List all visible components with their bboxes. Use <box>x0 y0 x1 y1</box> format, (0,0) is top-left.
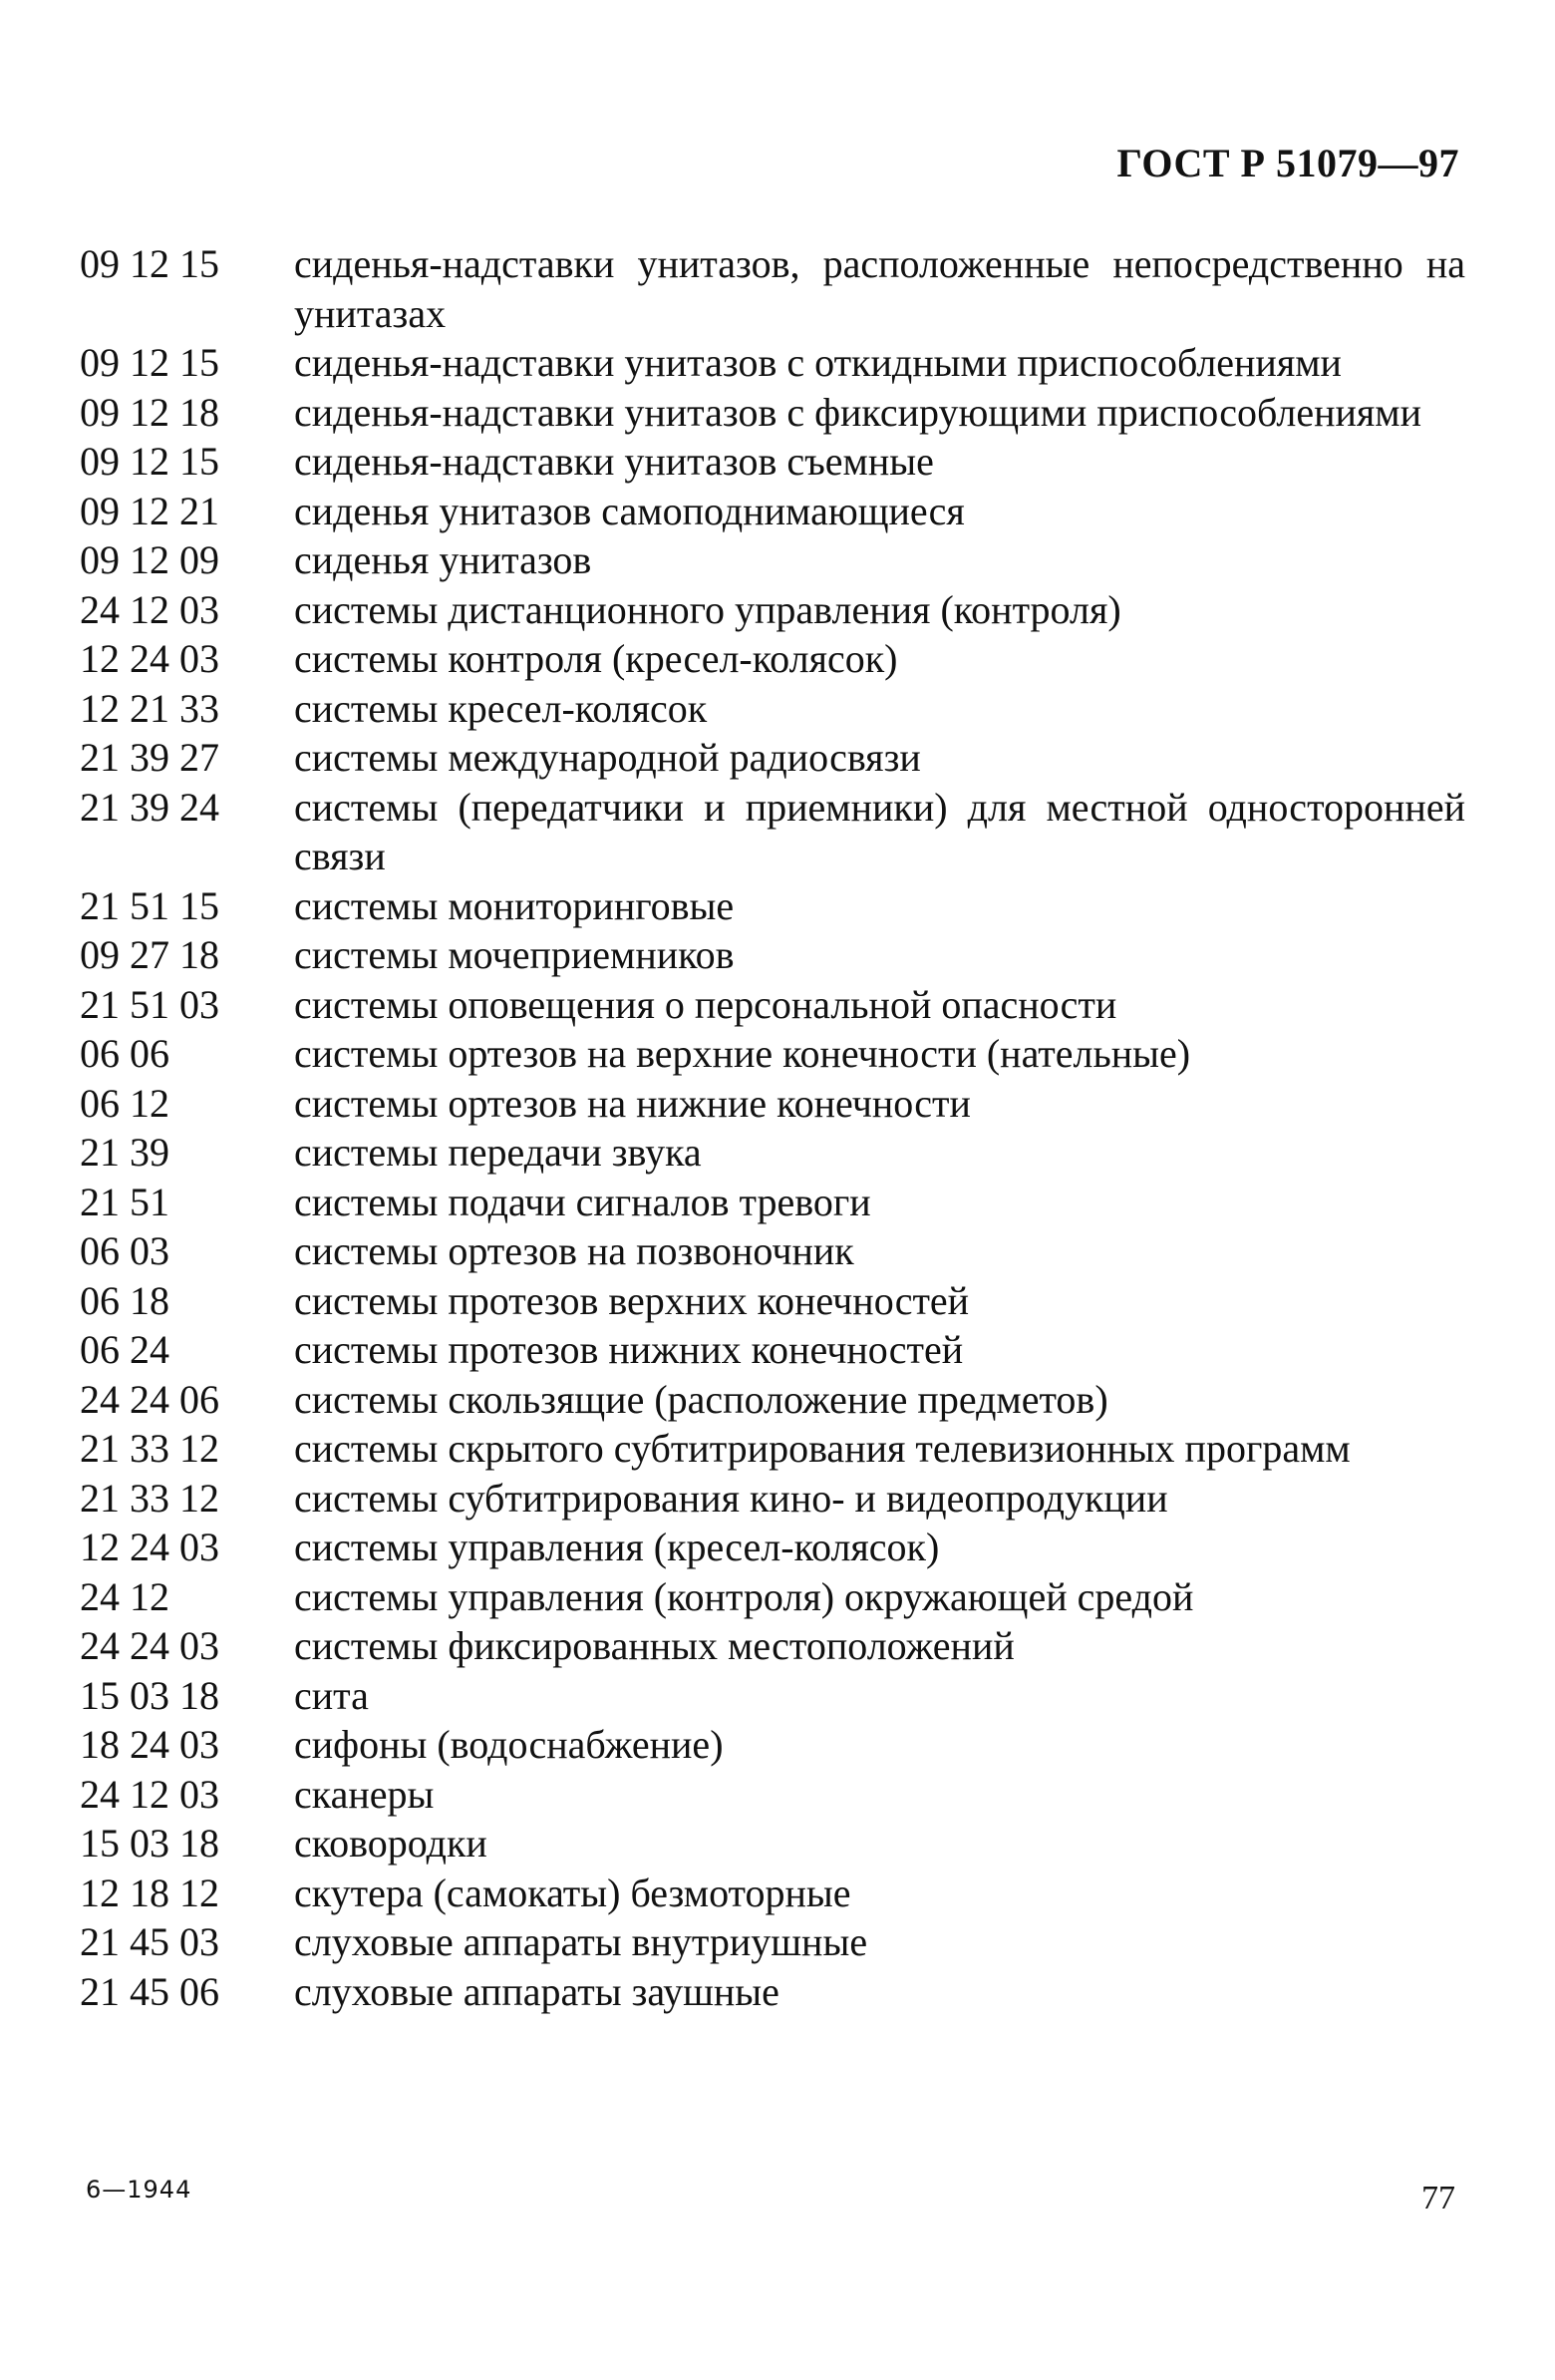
index-entry <box>80 1424 1465 1474</box>
entry-code: 09 12 09 <box>80 537 219 582</box>
entry-description: слуховые аппараты внутриушные <box>294 1919 868 1964</box>
entry-description: сиденья унитазов самоподнимающиеся <box>294 488 965 533</box>
entry-code: 24 12 03 <box>80 1771 219 1817</box>
entry-description: сиденья-надставки унитазов, расположенные непосредственно на унитазах <box>294 241 1465 336</box>
entry-code: 06 24 <box>80 1327 169 1372</box>
index-entry <box>80 1869 1465 1918</box>
entry-description: системы кресел-колясок <box>294 685 708 731</box>
entry-description: системы ортезов на нижние конечности <box>294 1080 971 1126</box>
entry-description: системы (передатчики и приемники) для местной односторонней связи <box>294 784 1465 878</box>
entry-code: 09 12 15 <box>80 439 219 484</box>
entry-code: 09 12 15 <box>80 241 219 286</box>
entry-code: 21 39 27 <box>80 735 219 780</box>
index-entry <box>80 930 1465 980</box>
entry-code: 09 12 15 <box>80 340 219 385</box>
index-entry <box>80 585 1465 635</box>
index-entry <box>80 1967 1465 2017</box>
entry-description: сковородки <box>294 1821 487 1866</box>
entry-code: 18 24 03 <box>80 1722 219 1767</box>
index-entry <box>80 733 1465 783</box>
entry-description: системы протезов верхних конечностей <box>294 1277 970 1323</box>
index-entry <box>80 1128 1465 1178</box>
entry-description: системы субтитрирования кино- и видеопродукции <box>294 1475 1168 1521</box>
print-mark: 6—1944 <box>86 2176 192 2204</box>
entry-description: системы мочеприемников <box>294 932 735 977</box>
entry-code: 24 12 03 <box>80 586 219 632</box>
entry-description: системы дистанционного управления (контроля) <box>294 586 1121 632</box>
index-entry <box>80 437 1465 487</box>
entry-description: системы подачи сигналов тревоги <box>294 1179 871 1224</box>
entry-description: сиденья-надставки унитазов с откидными приспособлениями <box>294 340 1342 385</box>
entry-code: 24 24 06 <box>80 1376 219 1422</box>
entry-code: 21 39 24 <box>80 784 219 830</box>
entry-code: 06 18 <box>80 1277 169 1323</box>
entry-code: 21 45 03 <box>80 1919 219 1964</box>
entry-description: системы передачи звука <box>294 1130 702 1175</box>
entry-code: 12 21 33 <box>80 685 219 731</box>
entry-description: системы международной радиосвязи <box>294 735 921 780</box>
index-entry <box>80 1079 1465 1129</box>
page-number: 77 <box>1421 2180 1455 2216</box>
entry-code: 12 24 03 <box>80 1525 219 1569</box>
entry-code: 09 12 18 <box>80 389 219 435</box>
index-entry <box>80 1770 1465 1820</box>
entry-code: 21 51 <box>80 1179 169 1224</box>
entry-description: системы протезов нижних конечностей <box>294 1327 964 1372</box>
index-entry <box>80 338 1465 388</box>
entry-code: 21 39 <box>80 1130 169 1175</box>
index-entry <box>80 1474 1465 1524</box>
index-entry <box>80 1819 1465 1869</box>
entry-code: 06 06 <box>80 1031 169 1076</box>
entry-description: сифоны (водоснабжение) <box>294 1722 724 1767</box>
index-entry <box>80 783 1465 881</box>
entry-description: системы оповещения о персональной опасности <box>294 981 1117 1027</box>
entry-description: слуховые аппараты заушные <box>294 1968 779 2014</box>
entry-code: 21 45 06 <box>80 1968 219 2014</box>
entry-code: 09 12 21 <box>80 488 219 533</box>
index-entry <box>80 535 1465 585</box>
page-header-standard: ГОСТ Р 51079—97 <box>1116 141 1459 185</box>
entry-code: 06 03 <box>80 1228 169 1273</box>
entry-description: сиденья-надставки унитазов съемные <box>294 439 934 484</box>
entry-description: сиденья унитазов <box>294 537 592 582</box>
index-entry <box>80 1325 1465 1375</box>
index-entry <box>80 1375 1465 1425</box>
entry-code: 21 51 03 <box>80 981 219 1027</box>
entry-description: сита <box>294 1672 369 1718</box>
entry-code: 15 03 18 <box>80 1821 219 1866</box>
entry-description: скутера (самокаты) безмоторные <box>294 1870 851 1915</box>
entry-code: 21 33 12 <box>80 1426 219 1471</box>
index-entry <box>80 881 1465 931</box>
entry-code: 21 51 15 <box>80 882 219 928</box>
entry-code: 09 27 18 <box>80 932 219 977</box>
index-entry <box>80 1671 1465 1721</box>
index-entry <box>80 1621 1465 1671</box>
index-entry <box>80 980 1465 1030</box>
index-entry <box>80 1572 1465 1622</box>
entry-description: системы скользящие (расположение предметов) <box>294 1376 1108 1422</box>
entry-code: 15 03 18 <box>80 1672 219 1718</box>
entry-code: 24 24 03 <box>80 1623 219 1668</box>
index-entry <box>80 487 1465 536</box>
entry-code: 12 24 03 <box>80 636 219 681</box>
index-entry <box>80 634 1465 684</box>
index-entry <box>80 1029 1465 1079</box>
entry-description: сканеры <box>294 1771 435 1817</box>
entry-description: системы мониторинговые <box>294 882 735 928</box>
entry-code: 21 33 12 <box>80 1475 219 1521</box>
entry-description: системы ортезов на позвоночник <box>294 1228 854 1273</box>
entry-description: системы контроля (кресел-колясок) <box>294 636 898 681</box>
entry-description: системы управления (контроля) окружающей средой <box>294 1573 1194 1619</box>
index-entry <box>80 388 1465 438</box>
entry-code: 12 18 12 <box>80 1870 219 1915</box>
index-entry <box>80 1523 1465 1572</box>
index-entry <box>80 1226 1465 1276</box>
entry-description: системы ортезов на верхние конечности (нательные) <box>294 1031 1191 1076</box>
entry-description: системы скрытого субтитрирования телевизионных программ <box>294 1426 1351 1471</box>
index-entry <box>80 1276 1465 1326</box>
index-entry <box>80 1178 1465 1227</box>
index-entry-list <box>80 239 1465 2016</box>
index-entry <box>80 1720 1465 1770</box>
index-entry <box>80 684 1465 734</box>
entry-description: системы фиксированных местоположений <box>294 1623 1015 1668</box>
entry-description: сиденья-надставки унитазов с фиксирующими приспособлениями <box>294 389 1422 435</box>
entry-code: 24 12 <box>80 1573 169 1619</box>
entry-description: системы управления (кресел-колясок) <box>294 1525 940 1569</box>
entry-code: 06 12 <box>80 1080 169 1126</box>
index-entry <box>80 1917 1465 1967</box>
index-entry <box>80 239 1465 338</box>
